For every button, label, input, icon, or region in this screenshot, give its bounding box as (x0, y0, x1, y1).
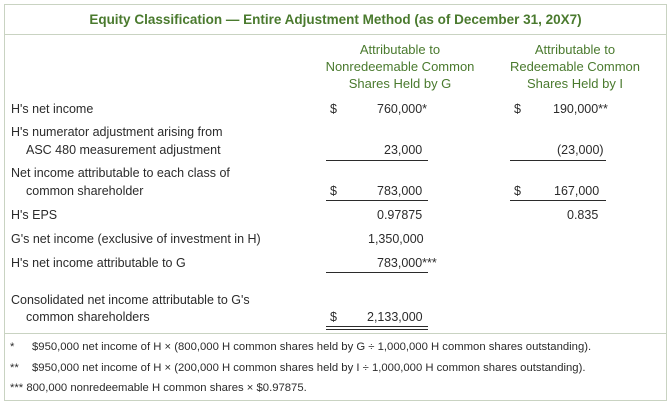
row-label-g-net-income: G's net income (exclusive of investment in H) (11, 232, 261, 246)
cell-attributable-i: 167,000 (554, 184, 600, 198)
dollar-sign: $ (330, 310, 337, 324)
dollar-sign: $ (330, 102, 337, 116)
row-label-consolidated: Consolidated net income attributable to G's (11, 293, 250, 307)
cell-numerator-adjustment-i: (23,000) (557, 143, 604, 157)
column-header-redeemable (490, 41, 660, 92)
total-rule (326, 200, 428, 201)
dollar-sign: $ (514, 184, 521, 198)
footnote (10, 361, 585, 376)
footnote-marker: *** (10, 382, 24, 394)
cell-attributable-g: 783,000 (377, 184, 423, 198)
cell-h-net-income-to-g: 783,000*** (377, 256, 437, 270)
footnote-marker: ** (10, 362, 19, 374)
row-label-numerator-adjustment: H's numerator adjustment arising from (11, 125, 223, 139)
subtotal-rule (326, 272, 428, 273)
column-header-line: Shares Held by I (526, 76, 624, 91)
column-header-line: Nonredeemable Common (325, 59, 475, 74)
footnote-text: 800,000 nonredeemable H common shares × $0.97875. (26, 382, 307, 394)
row-label-h-net-income-to-g: H's net income attributable to G (11, 256, 186, 270)
cell-numerator-adjustment-g: 23,000 (384, 143, 423, 157)
double-total-rule (326, 329, 428, 330)
subtotal-rule (510, 160, 606, 161)
cell-eps-g: 0.97875 (377, 208, 423, 222)
column-header-line: Redeemable Common (509, 59, 641, 74)
row-label-h-eps: H's EPS (11, 208, 58, 222)
row-label-net-income-attributable-cont: common shareholder (26, 184, 144, 198)
dollar-sign: $ (514, 102, 521, 116)
footnote (10, 340, 591, 355)
cell-g-net-income: 1,350,000 (368, 232, 424, 246)
row-label-net-income-attributable: Net income attributable to each class of (11, 166, 230, 180)
double-total-rule (326, 326, 428, 327)
cell-eps-i: 0.835 (567, 208, 599, 222)
column-header-nonredeemable (305, 41, 495, 92)
column-header-line: Shares Held by G (348, 76, 452, 91)
row-label-h-net-income: H's net income (11, 102, 94, 116)
cell-consolidated: 2,133,000 (367, 310, 423, 324)
cell-h-net-income-i: 190,000** (553, 102, 608, 116)
footnote-text: $950,000 net income of H × (200,000 H common shares held by I ÷ 1,000,000 H common shares outstanding). (32, 362, 586, 374)
footnote-marker: * (10, 341, 15, 353)
footnote-divider (4, 333, 667, 334)
total-rule (510, 200, 606, 201)
row-label-numerator-adjustment-cont: ASC 480 measurement adjustment (26, 143, 221, 157)
footnote (10, 381, 307, 396)
subtotal-rule (326, 160, 428, 161)
dollar-sign: $ (330, 184, 337, 198)
column-header-line: Attributable to (359, 42, 441, 57)
table-title: Equity Classification — Entire Adjustment Method (as of December 31, 20X7) (4, 4, 667, 35)
footnote-text: $950,000 net income of H × (800,000 H common shares held by G ÷ 1,000,000 H common shares outstanding). (32, 341, 592, 353)
row-label-consolidated-cont: common shareholders (26, 310, 150, 324)
cell-h-net-income-g: 760,000* (377, 102, 428, 116)
column-header-line: Attributable to (534, 42, 616, 57)
